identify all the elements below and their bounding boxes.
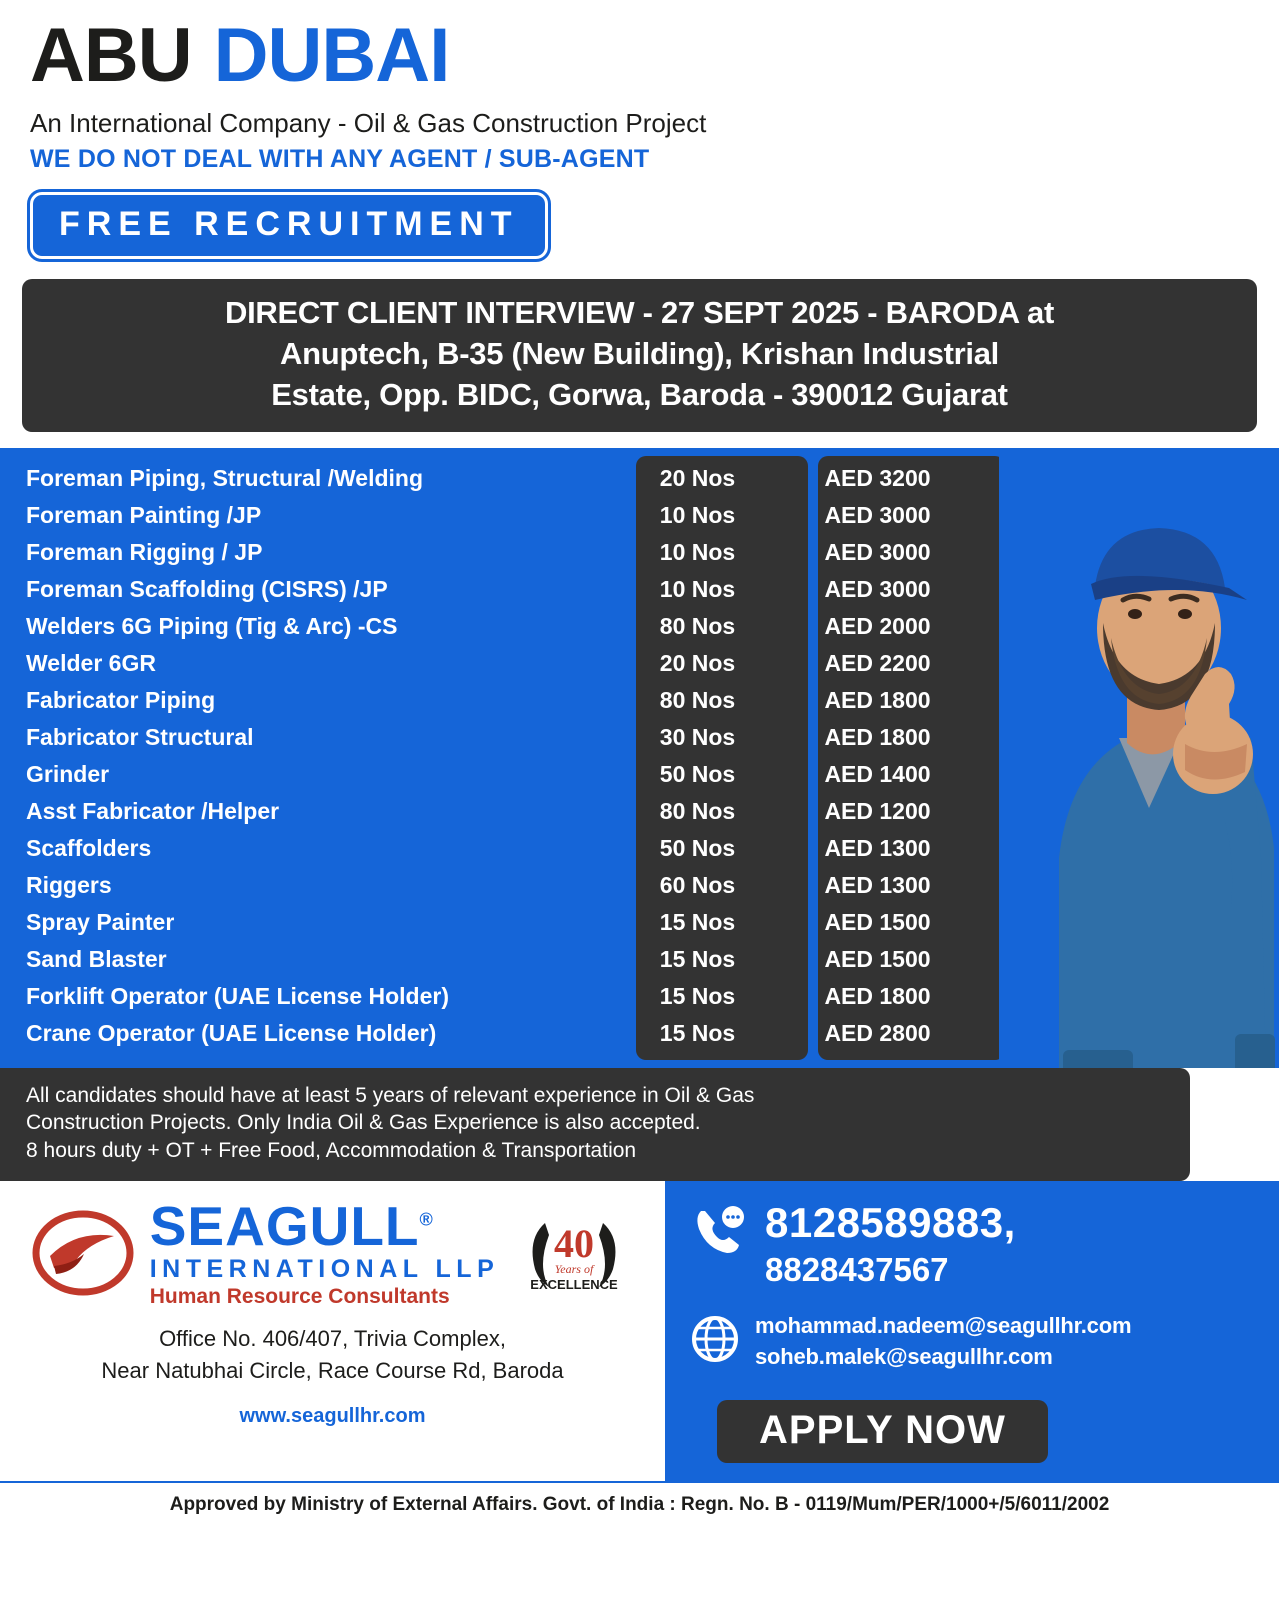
job-salary: AED 1500 (824, 908, 931, 935)
poster-footer (0, 1181, 1279, 1481)
job-title: Foreman Rigging / JP (26, 538, 263, 565)
job-title: Spray Painter (26, 908, 175, 935)
job-vacancy-count: 10 Nos (659, 575, 736, 602)
seagull-bird-icon (32, 1210, 134, 1296)
phone-secondary[interactable]: 8828437567 (765, 1250, 949, 1288)
company-sub-name: INTERNATIONAL LLP (149, 1254, 500, 1283)
job-vacancy-count: 10 Nos (659, 501, 736, 528)
job-vacancy-count: 20 Nos (659, 464, 736, 491)
title-abu: ABU (30, 13, 192, 98)
job-vacancy-count: 15 Nos (659, 1019, 736, 1046)
interview-line-2: Anuptech, B-35 (New Building), Krishan Industrial (279, 335, 999, 371)
job-vacancy-count: 80 Nos (659, 612, 736, 639)
company-name: SEAGULL® (149, 1194, 434, 1257)
note-line-1: All candidates should have at least 5 years of relevant experience in Oil & Gas (26, 1083, 755, 1107)
job-title: Welders 6G Piping (Tig & Arc) -CS (26, 612, 398, 639)
job-salary: AED 1200 (824, 797, 931, 824)
job-title: Welder 6GR (26, 649, 156, 676)
email-1[interactable]: mohammad.nadeem@seagullhr.com (755, 1312, 1132, 1338)
address-line-1: Office No. 406/407, Trivia Complex, (159, 1325, 506, 1351)
40-years-badge-icon (515, 1205, 633, 1301)
job-vacancy-count: 60 Nos (659, 871, 736, 898)
worker-photo (999, 448, 1279, 1068)
job-title: Scaffolders (26, 834, 152, 861)
job-salary: AED 1400 (824, 760, 931, 787)
job-title: Grinder (26, 760, 110, 787)
company-info (0, 1181, 665, 1481)
job-vacancy-count: 80 Nos (659, 797, 736, 824)
svg-text:EXCELLENCE: EXCELLENCE (530, 1276, 618, 1292)
job-title: Crane Operator (UAE License Holder) (26, 1019, 437, 1046)
job-salary: AED 1800 (824, 982, 931, 1009)
page-title (30, 13, 1249, 98)
job-vacancy-count: 20 Nos (659, 649, 736, 676)
interview-line-1: DIRECT CLIENT INTERVIEW - 27 SEPT 2025 - BARODA at (224, 295, 1055, 330)
apply-now-button[interactable]: APPLY NOW (717, 1400, 1048, 1463)
ministry-approval-text: Approved by Ministry of External Affairs. Govt. of India : Regn. No. B - 0119/Mum/PER/1000+/5/6011/2002 (0, 1481, 1279, 1527)
note-line-2: Construction Projects. Only India Oil & Gas Experience is also accepted. (26, 1111, 701, 1135)
job-salary: AED 3200 (824, 464, 931, 491)
company-tagline: Human Resource Consultants (149, 1284, 450, 1308)
free-recruitment-badge: FREE RECRUITMENT (30, 192, 548, 259)
job-vacancy-count: 50 Nos (659, 834, 736, 861)
interview-line-3: Estate, Opp. BIDC, Gorwa, Baroda - 390012 Gujarat (271, 376, 1008, 412)
job-vacancy-count: 15 Nos (659, 908, 736, 935)
contact-panel (665, 1181, 1279, 1481)
globe-icon (691, 1315, 739, 1363)
requirements-note (0, 1068, 1190, 1181)
job-title: Foreman Scaffolding (CISRS) /JP (26, 575, 388, 602)
job-salary: AED 1800 (824, 723, 931, 750)
job-title: Foreman Piping, Structural /Welding (26, 464, 423, 491)
company-subtitle: An International Company - Oil & Gas Construction Project (30, 108, 707, 138)
job-salary: AED 1500 (824, 945, 931, 972)
svg-text:Years of: Years of (554, 1261, 594, 1276)
phone-block (691, 1198, 1279, 1289)
job-salary: AED 2000 (824, 612, 931, 639)
job-salary: AED 3000 (824, 538, 931, 565)
email-block (691, 1311, 1279, 1373)
job-salary: AED 3000 (824, 501, 931, 528)
job-vacancy-count: 50 Nos (659, 760, 736, 787)
job-salary: AED 2200 (824, 649, 931, 676)
job-vacancy-count: 10 Nos (659, 538, 736, 565)
job-title: Riggers (26, 871, 112, 898)
job-salary: AED 1800 (824, 686, 931, 713)
job-title: Fabricator Piping (26, 686, 216, 713)
website-link[interactable]: www.seagullhr.com (239, 1404, 426, 1427)
job-vacancy-count: 80 Nos (659, 686, 736, 713)
registered-mark: ® (419, 1209, 434, 1230)
job-vacancy-count: 15 Nos (659, 945, 736, 972)
job-vacancy-count: 30 Nos (659, 723, 736, 750)
job-listing-table (0, 448, 1279, 1068)
job-title: Fabricator Structural (26, 723, 254, 750)
phone-primary[interactable]: 8128589883, (765, 1198, 1016, 1246)
email-2[interactable]: soheb.malek@seagullhr.com (755, 1343, 1053, 1369)
job-title: Sand Blaster (26, 945, 167, 972)
job-title: Foreman Painting /JP (26, 501, 262, 528)
svg-text:40: 40 (554, 1220, 595, 1266)
poster-header (0, 0, 1279, 259)
address-line-2: Near Natubhai Circle, Race Course Rd, Baroda (101, 1357, 564, 1383)
job-salary: AED 3000 (824, 575, 931, 602)
title-dubai: DUBAI (213, 13, 450, 98)
interview-details-banner (22, 279, 1257, 432)
job-vacancy-count: 15 Nos (659, 982, 736, 1009)
seagull-wordmark (149, 1194, 500, 1308)
company-logo (10, 1194, 655, 1308)
job-salary: AED 1300 (824, 834, 931, 861)
office-address (10, 1323, 655, 1387)
note-line-3: 8 hours duty + OT + Free Food, Accommodation & Transportation (26, 1139, 637, 1163)
phone-icon (691, 1205, 749, 1257)
job-salary: AED 1300 (824, 871, 931, 898)
job-title: Asst Fabricator /Helper (26, 797, 280, 824)
job-title: Forklift Operator (UAE License Holder) (26, 982, 450, 1009)
job-salary: AED 2800 (824, 1019, 931, 1046)
no-agent-notice: WE DO NOT DEAL WITH ANY AGENT / SUB-AGENT (30, 145, 650, 173)
